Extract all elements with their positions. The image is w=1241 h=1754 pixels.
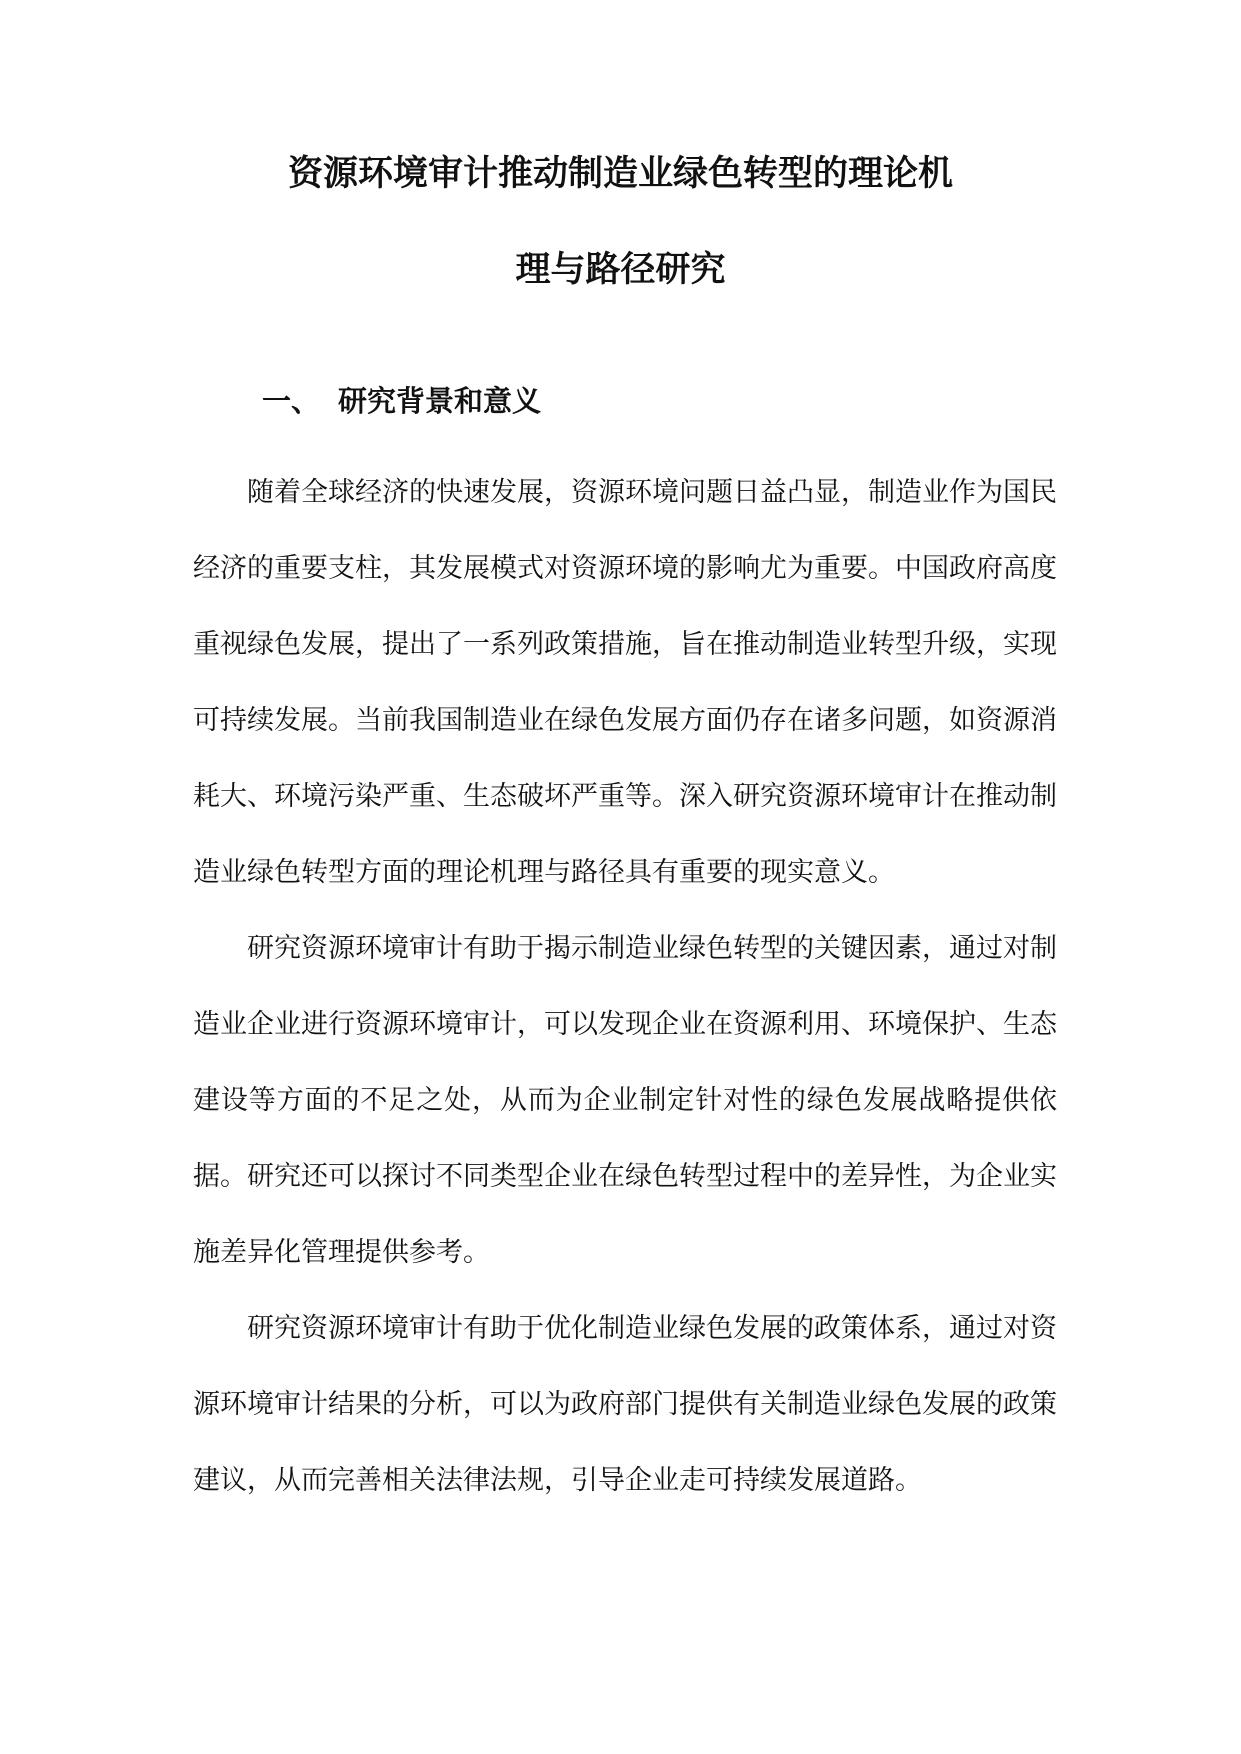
section-heading [262,383,541,419]
body-text [193,455,1057,1519]
paragraph-3: 研究资源环境审计有助于优化制造业绿色发展的政策体系，通过对资源环境审计结果的分析，可以为政府部门提供有关制造业绿色发展的政策建议，从而完善相关法律法规，引导企业走可持续发展道路。 [193,1313,1057,1496]
document-title-line-2: 理与路径研究 [515,250,726,290]
document-title-line-1: 资源环境审计推动制造业绿色转型的理论机 [287,154,953,194]
section-number: 一、 [262,384,321,418]
paragraph-1: 随着全球经济的快速发展，资源环境问题日益凸显，制造业作为国民经济的重要支柱，其发展模式对资源环境的影响尤为重要。中国政府高度重视绿色发展，提出了一系列政策措施，旨在推动制造业转型升级，实现可持续发展。当前我国制造业在绿色发展方面仍存在诸多问题，如资源消耗大、环境污染严重、生态破坏严重等。深入研究资源环境审计在推动制造业绿色转型方面的理论机理与路径具有重要的现实意义。 [193,477,1057,888]
section-heading-text: 研究背景和意义 [338,384,542,418]
paragraph-2: 研究资源环境审计有助于揭示制造业绿色转型的关键因素，通过对制造业企业进行资源环境审计，可以发现企业在资源利用、环境保护、生态建设等方面的不足之处，从而为企业制定针对性的绿色发展战略提供依据。研究还可以探讨不同类型企业在绿色转型过程中的差异性，为企业实施差异化管理提供参考。 [193,933,1057,1268]
